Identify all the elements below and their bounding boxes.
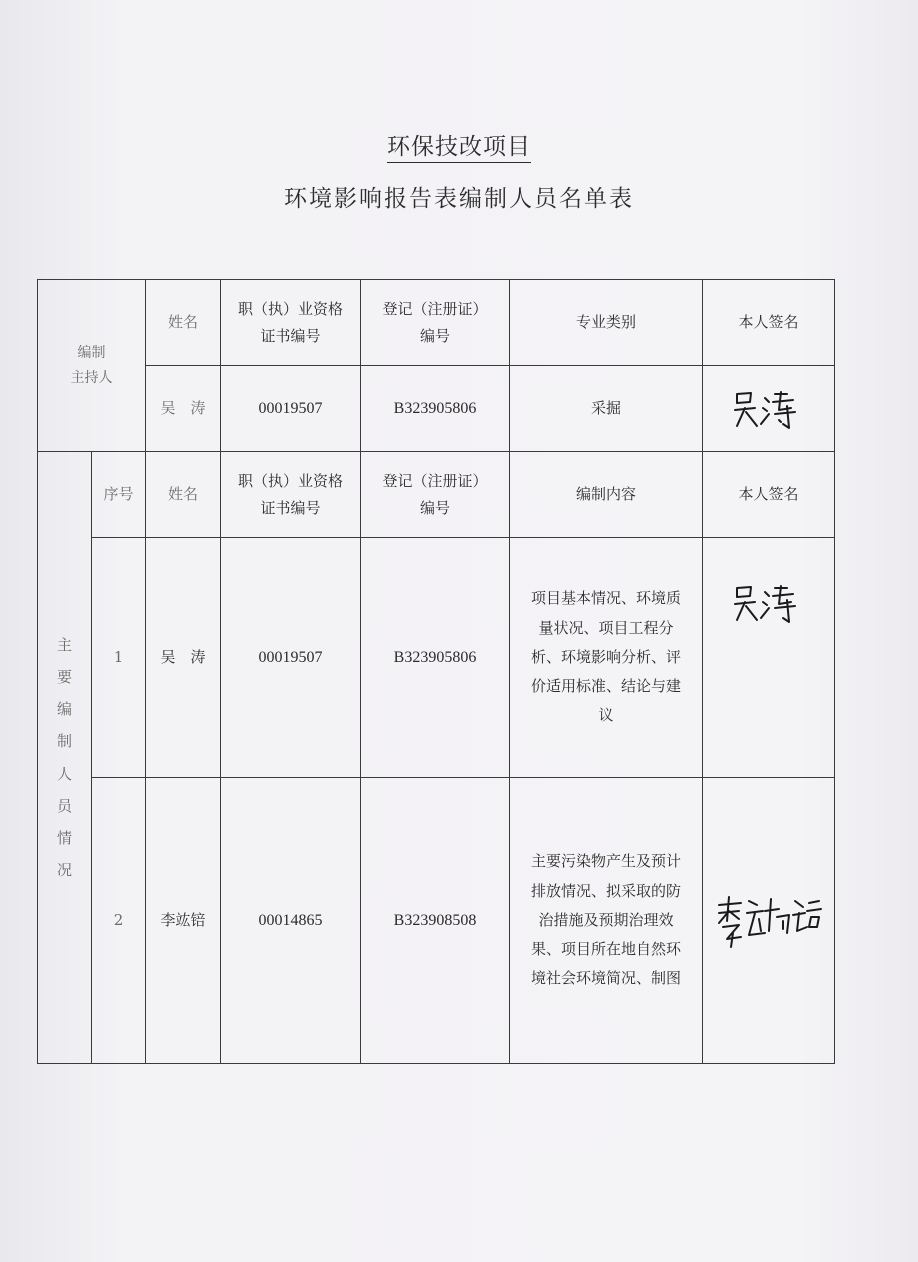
- document-title: 环保技改项目: [0, 128, 918, 161]
- row-seq: 2: [92, 778, 146, 1064]
- document-subtitle: 环境影响报告表编制人员名单表: [284, 186, 634, 212]
- host-reg-no: B323905806: [361, 366, 510, 452]
- row-content: 主要污染物产生及预计排放情况、拟采取的防治措施及预期治理效果、项目所在地自然环境社会环境简况、制图: [510, 778, 703, 1064]
- row-name: 李竑锫: [146, 778, 221, 1064]
- host-category: 采掘: [510, 366, 703, 452]
- host-header-reg: 登记（注册证） 编号: [361, 280, 510, 366]
- main-header-row: [38, 452, 835, 538]
- row-reg-no: B323908508: [361, 778, 510, 1064]
- row-cert-no: 00014865: [221, 778, 361, 1064]
- signature-image: [713, 891, 825, 951]
- main-header-seq: 序号: [92, 452, 146, 538]
- host-name: 吴 涛: [146, 366, 221, 452]
- host-section-label: 编制 主持人: [38, 280, 146, 452]
- main-header-signature: 本人签名: [703, 452, 835, 538]
- main-header-content: 编制内容: [510, 452, 703, 538]
- main-header-cert: 职（执）业资格 证书编号: [221, 452, 361, 538]
- row-content: 项目基本情况、环境质量状况、项目工程分析、环境影响分析、评价适用标准、结论与建议: [510, 538, 703, 778]
- row-signature: [703, 778, 835, 1064]
- host-header-signature: 本人签名: [703, 280, 835, 366]
- main-header-reg: 登记（注册证） 编号: [361, 452, 510, 538]
- host-header-row: [38, 280, 835, 366]
- host-header-cert: 职（执）业资格 证书编号: [221, 280, 361, 366]
- row-reg-no: B323905806: [361, 538, 510, 778]
- table-row: [38, 538, 835, 778]
- table-row: [38, 778, 835, 1064]
- signature-image: [729, 578, 809, 628]
- host-header-name: 姓名: [146, 280, 221, 366]
- row-signature: [703, 538, 835, 778]
- row-name: 吴 涛: [146, 538, 221, 778]
- main-section-label: 主要编制人员情况: [38, 452, 92, 1064]
- personnel-table: [37, 279, 835, 1064]
- host-header-category: 专业类别: [510, 280, 703, 366]
- main-header-name: 姓名: [146, 452, 221, 538]
- row-seq: 1: [92, 538, 146, 778]
- host-cert-no: 00019507: [221, 366, 361, 452]
- row-cert-no: 00019507: [221, 538, 361, 778]
- host-data-row: [38, 366, 835, 452]
- signature-image: [729, 384, 809, 434]
- host-signature: [703, 366, 835, 452]
